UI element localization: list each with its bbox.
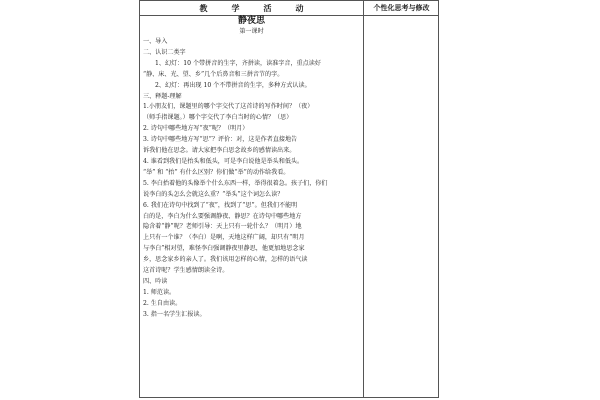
text-line: 2、幻灯：再出现 10 个不带拼音的生字，多种方式认读。 (155, 81, 311, 89)
text-line: 5. 李白抬着他的头像举个什么东西一样，举得很着急。孩子们，你们 (143, 179, 328, 187)
text-line: 2. 诗句中哪些地方写“夜”呢？（明月） (143, 125, 249, 133)
section-heading: 四、吟读 (143, 277, 168, 285)
text-line: （师手指课题。）哪个字交代了李白当时的心情？（思） (143, 114, 293, 122)
text-line: 乡，思念家乡的亲人了。我们该用怎样的心情，怎样的语气读 (143, 256, 308, 264)
text-line: 1.小朋友们，课题里的哪个字交代了这首诗的写作时间？（夜） (143, 103, 314, 111)
lesson-content (143, 16, 360, 321)
header-char: 教 (199, 2, 208, 13)
column-divider (363, 1, 364, 397)
text-line: 白的是，李白为什么要强调静夜、静思？在诗句中哪些地方 (143, 212, 302, 220)
section-heading: 二、认识二类字 (143, 48, 186, 56)
text-line: “举” 和 “抬” 有什么区别？你们做“举”的动作给我看。 (143, 168, 290, 176)
text-line: 隐含着“静”呢？老师引导：天上只有一轮什么？（明月）地 (143, 223, 302, 231)
lesson-title: 静夜思 (237, 16, 265, 26)
header-char: 学 (231, 2, 240, 13)
text-line: 诉我们他在思念。请大家把李白思念故乡的感情读出来。 (143, 147, 296, 155)
header-char: 活 (263, 2, 272, 13)
text-line: 这首诗呢？学生感情朗读全诗。 (143, 267, 229, 275)
lesson-plan-table (139, 0, 439, 398)
header-personal-reflection: 个性化思考与修改 (373, 3, 430, 12)
section-heading: 三、释题-理解 (143, 92, 182, 100)
text-line: 说李白的头怎么会就这么重？“举头”这个词怎么读？ (143, 190, 284, 198)
header-char: 动 (295, 2, 304, 13)
lesson-subtitle: 第一课时 (239, 28, 264, 35)
text-line: 上只有一个谁？（李白）是啊，天地这样广阔，却只有“明月 (143, 234, 305, 242)
header-teaching-activities (140, 1, 363, 15)
text-line: 2. 生自由读。 (143, 299, 182, 307)
text-line: 6. 我们在诗句中找到了“夜”，找到了“思”。但我们不能明 (143, 201, 298, 209)
text-line: 4. 谁看到我们是抬头和低头，可是李白说他是举头和低头。 (143, 157, 304, 165)
text-line: 1、幻灯：10 个带拼音的生字，齐拼读，读准字音，重点读好 (155, 59, 321, 67)
text-line: 3. 诗句中哪些地方写“思”？评价：对，这是作者直接地告 (143, 136, 298, 144)
text-line: “静、床、光、望、乡”几个后鼻音和三拼音节的字。 (143, 70, 284, 78)
section-heading: 一、导入 (143, 38, 168, 45)
text-line: 与李白”相对望，难怪李白强调静夜里静思，他更加地思念家 (143, 245, 305, 253)
text-line: 1. 师范读。 (143, 288, 176, 296)
text-line: 3. 指一名学生汇报读。 (143, 310, 206, 318)
